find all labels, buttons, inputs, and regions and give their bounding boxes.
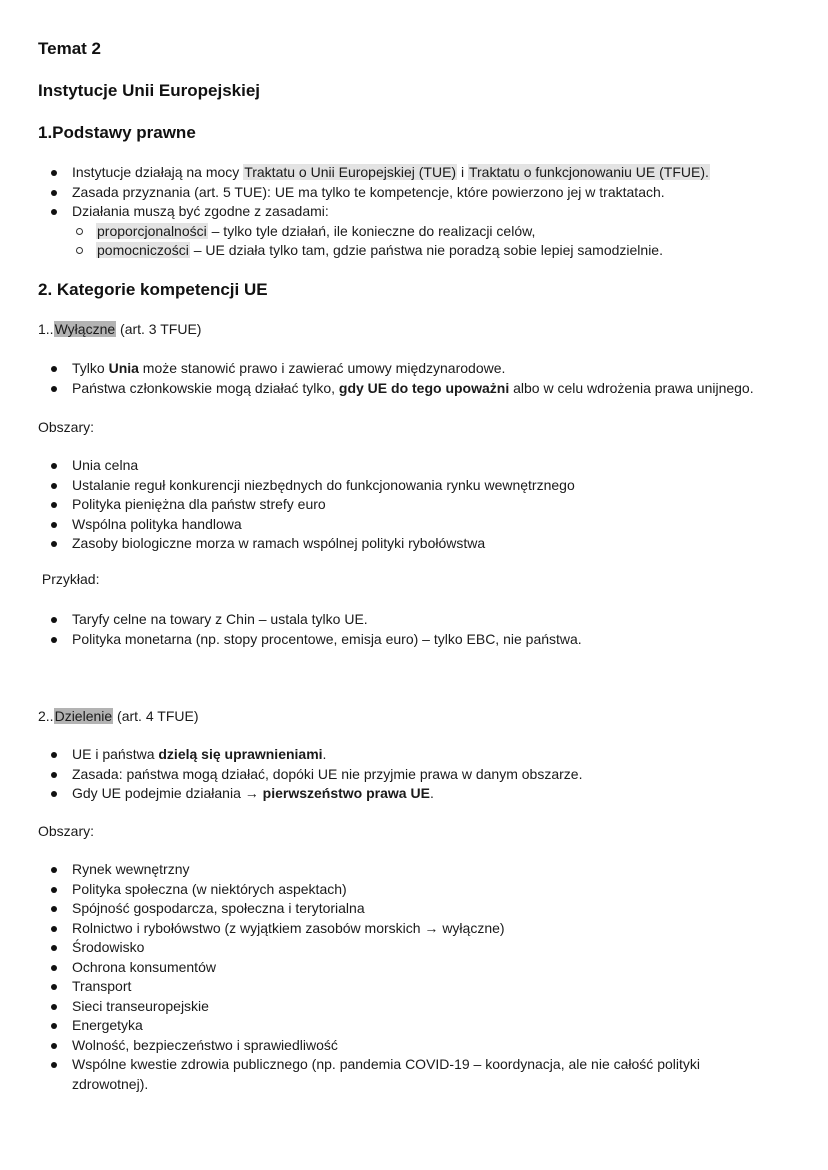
text-segment: Unia celna xyxy=(72,457,139,473)
example-label: Przykład: xyxy=(38,571,100,587)
text-segment: Zasada przyznania (art. 5 TUE): UE ma tylko te kompetencje, które powierzono jej w traktatach. xyxy=(72,183,665,200)
list-item xyxy=(38,1055,758,1094)
text-segment: Środowisko xyxy=(72,939,145,955)
list-item xyxy=(38,515,575,535)
list-item xyxy=(38,610,582,630)
list-item xyxy=(38,359,754,379)
highlighted-text: Traktatu o Unii Europejskiej (TUE) xyxy=(244,164,457,180)
text-segment: Ochrona konsumentów xyxy=(72,958,216,975)
list-item xyxy=(38,899,758,919)
text-segment: może stanowić prawo i zawierać umowy międzynarodowe. xyxy=(138,360,506,376)
document-title: Instytucje Unii Europejskiej xyxy=(38,81,261,100)
list-item xyxy=(38,183,710,203)
list-item xyxy=(38,784,582,804)
text-segment: Rynek wewnętrzny xyxy=(72,861,190,877)
text-segment: Wspólne kwestie zdrowia publicznego (np. pandemia COVID-19 – koordynacja, ale nie całość polityki zdrowotnej). xyxy=(72,1056,700,1092)
text-segment: Sieci transeuropejskie xyxy=(72,997,209,1014)
text-segment: Spójność gospodarcza, społeczna i terytorialna xyxy=(72,900,365,916)
list-item xyxy=(38,1036,758,1056)
list-item xyxy=(38,765,582,785)
exclusive-list xyxy=(38,359,754,398)
list-item xyxy=(38,163,710,183)
text-segment: Polityka społeczna (w niektórych aspektach) xyxy=(72,880,347,897)
text-segment: Wspólna polityka handlowa xyxy=(72,515,242,532)
exclusive-areas-label: Obszary: xyxy=(38,419,95,435)
highlighted-text: pomocniczości xyxy=(97,242,189,258)
text-segment: Wolność, bezpieczeństwo i sprawiedliwość xyxy=(72,1036,338,1053)
list-item xyxy=(38,745,582,765)
list-item xyxy=(38,919,758,939)
list-item xyxy=(38,630,582,650)
text-segment: Energetyka xyxy=(72,1017,143,1033)
text-segment: Zasoby biologiczne morza w ramach wspólnej polityki rybołówstwa xyxy=(72,535,486,551)
list-item xyxy=(38,997,758,1017)
shared-list xyxy=(38,745,582,804)
text-segment: Gdy UE podejmie działania → xyxy=(72,785,263,801)
exclusive-areas-list xyxy=(38,456,575,554)
exclusive-label xyxy=(38,320,201,340)
list-item xyxy=(38,880,758,900)
list-item xyxy=(38,938,758,958)
highlighted-text: proporcjonalności xyxy=(97,222,207,239)
highlighted-text: Wyłączne xyxy=(54,321,116,337)
list-item xyxy=(38,456,575,476)
text-segment: Instytucje działają na mocy xyxy=(72,164,244,180)
text-segment: Rolnictwo i rybołówstwo (z wyjątkiem zasobów morskich → wyłączne) xyxy=(72,919,505,936)
text-segment: . xyxy=(322,746,327,762)
bold-text: pierwszeństwo prawa UE xyxy=(262,785,430,801)
text-segment: . xyxy=(429,785,434,801)
highlighted-text: Traktatu o funkcjonowaniu UE (TFUE). xyxy=(468,164,709,180)
list-item xyxy=(38,222,710,242)
text-segment: 1.. xyxy=(38,321,54,337)
shared-areas-list xyxy=(38,860,758,1094)
text-segment: Ustalanie reguł konkurencji niezbędnych do funkcjonowania rynku wewnętrznego xyxy=(72,476,575,493)
list-item xyxy=(38,958,758,978)
text-segment: Działania muszą być zgodne z zasadami: xyxy=(72,203,329,219)
text-segment: 2.. xyxy=(38,708,54,724)
list-item xyxy=(38,202,710,222)
list-item xyxy=(38,379,754,399)
text-segment: (art. 4 TFUE) xyxy=(113,708,199,724)
list-item xyxy=(38,860,758,880)
list-item xyxy=(38,534,575,554)
list-item xyxy=(38,1016,758,1036)
section-heading-legal-basis: 1.Podstawy prawne xyxy=(38,123,196,142)
bold-text: gdy UE do tego upoważni xyxy=(338,379,510,396)
list-item xyxy=(38,241,710,261)
list-item xyxy=(38,977,758,997)
text-segment: Taryfy celne na towary z Chin – ustala tylko UE. xyxy=(72,611,368,627)
text-segment: – tylko tyle działań, ile konieczne do realizacji celów, xyxy=(207,222,536,239)
text-segment: Transport xyxy=(72,978,132,994)
text-segment: albo w celu wdrożenia prawa unijnego. xyxy=(509,379,754,396)
text-segment: Tylko xyxy=(72,360,109,376)
text-segment: (art. 3 TFUE) xyxy=(116,321,202,337)
shared-areas-label: Obszary: xyxy=(38,823,95,839)
shared-label xyxy=(38,707,198,727)
text-segment: – UE działa tylko tam, gdzie państwa nie poradzą sobie lepiej samodzielnie. xyxy=(189,242,663,258)
text-segment: i xyxy=(457,164,468,180)
highlighted-text: Dzielenie xyxy=(54,708,113,724)
section-heading-competences: 2. Kategorie kompetencji UE xyxy=(38,280,268,299)
bold-text: dzielą się uprawnieniami xyxy=(158,746,323,762)
text-segment: Zasada: państwa mogą działać, dopóki UE nie przyjmie prawa w danym obszarze. xyxy=(72,765,583,782)
text-segment: Państwa członkowskie mogą działać tylko, xyxy=(72,379,339,396)
list-item xyxy=(38,495,575,515)
legal-basis-list xyxy=(38,163,710,261)
topic-title: Temat 2 xyxy=(38,39,101,58)
text-segment: Polityka monetarna (np. stopy procentowe, emisja euro) – tylko EBC, nie państwa. xyxy=(72,630,582,647)
list-item xyxy=(38,476,575,496)
example-list xyxy=(38,610,582,649)
text-segment: UE i państwa xyxy=(72,746,159,762)
bold-text: Unia xyxy=(108,360,139,376)
text-segment: Polityka pieniężna dla państw strefy euro xyxy=(72,496,326,512)
